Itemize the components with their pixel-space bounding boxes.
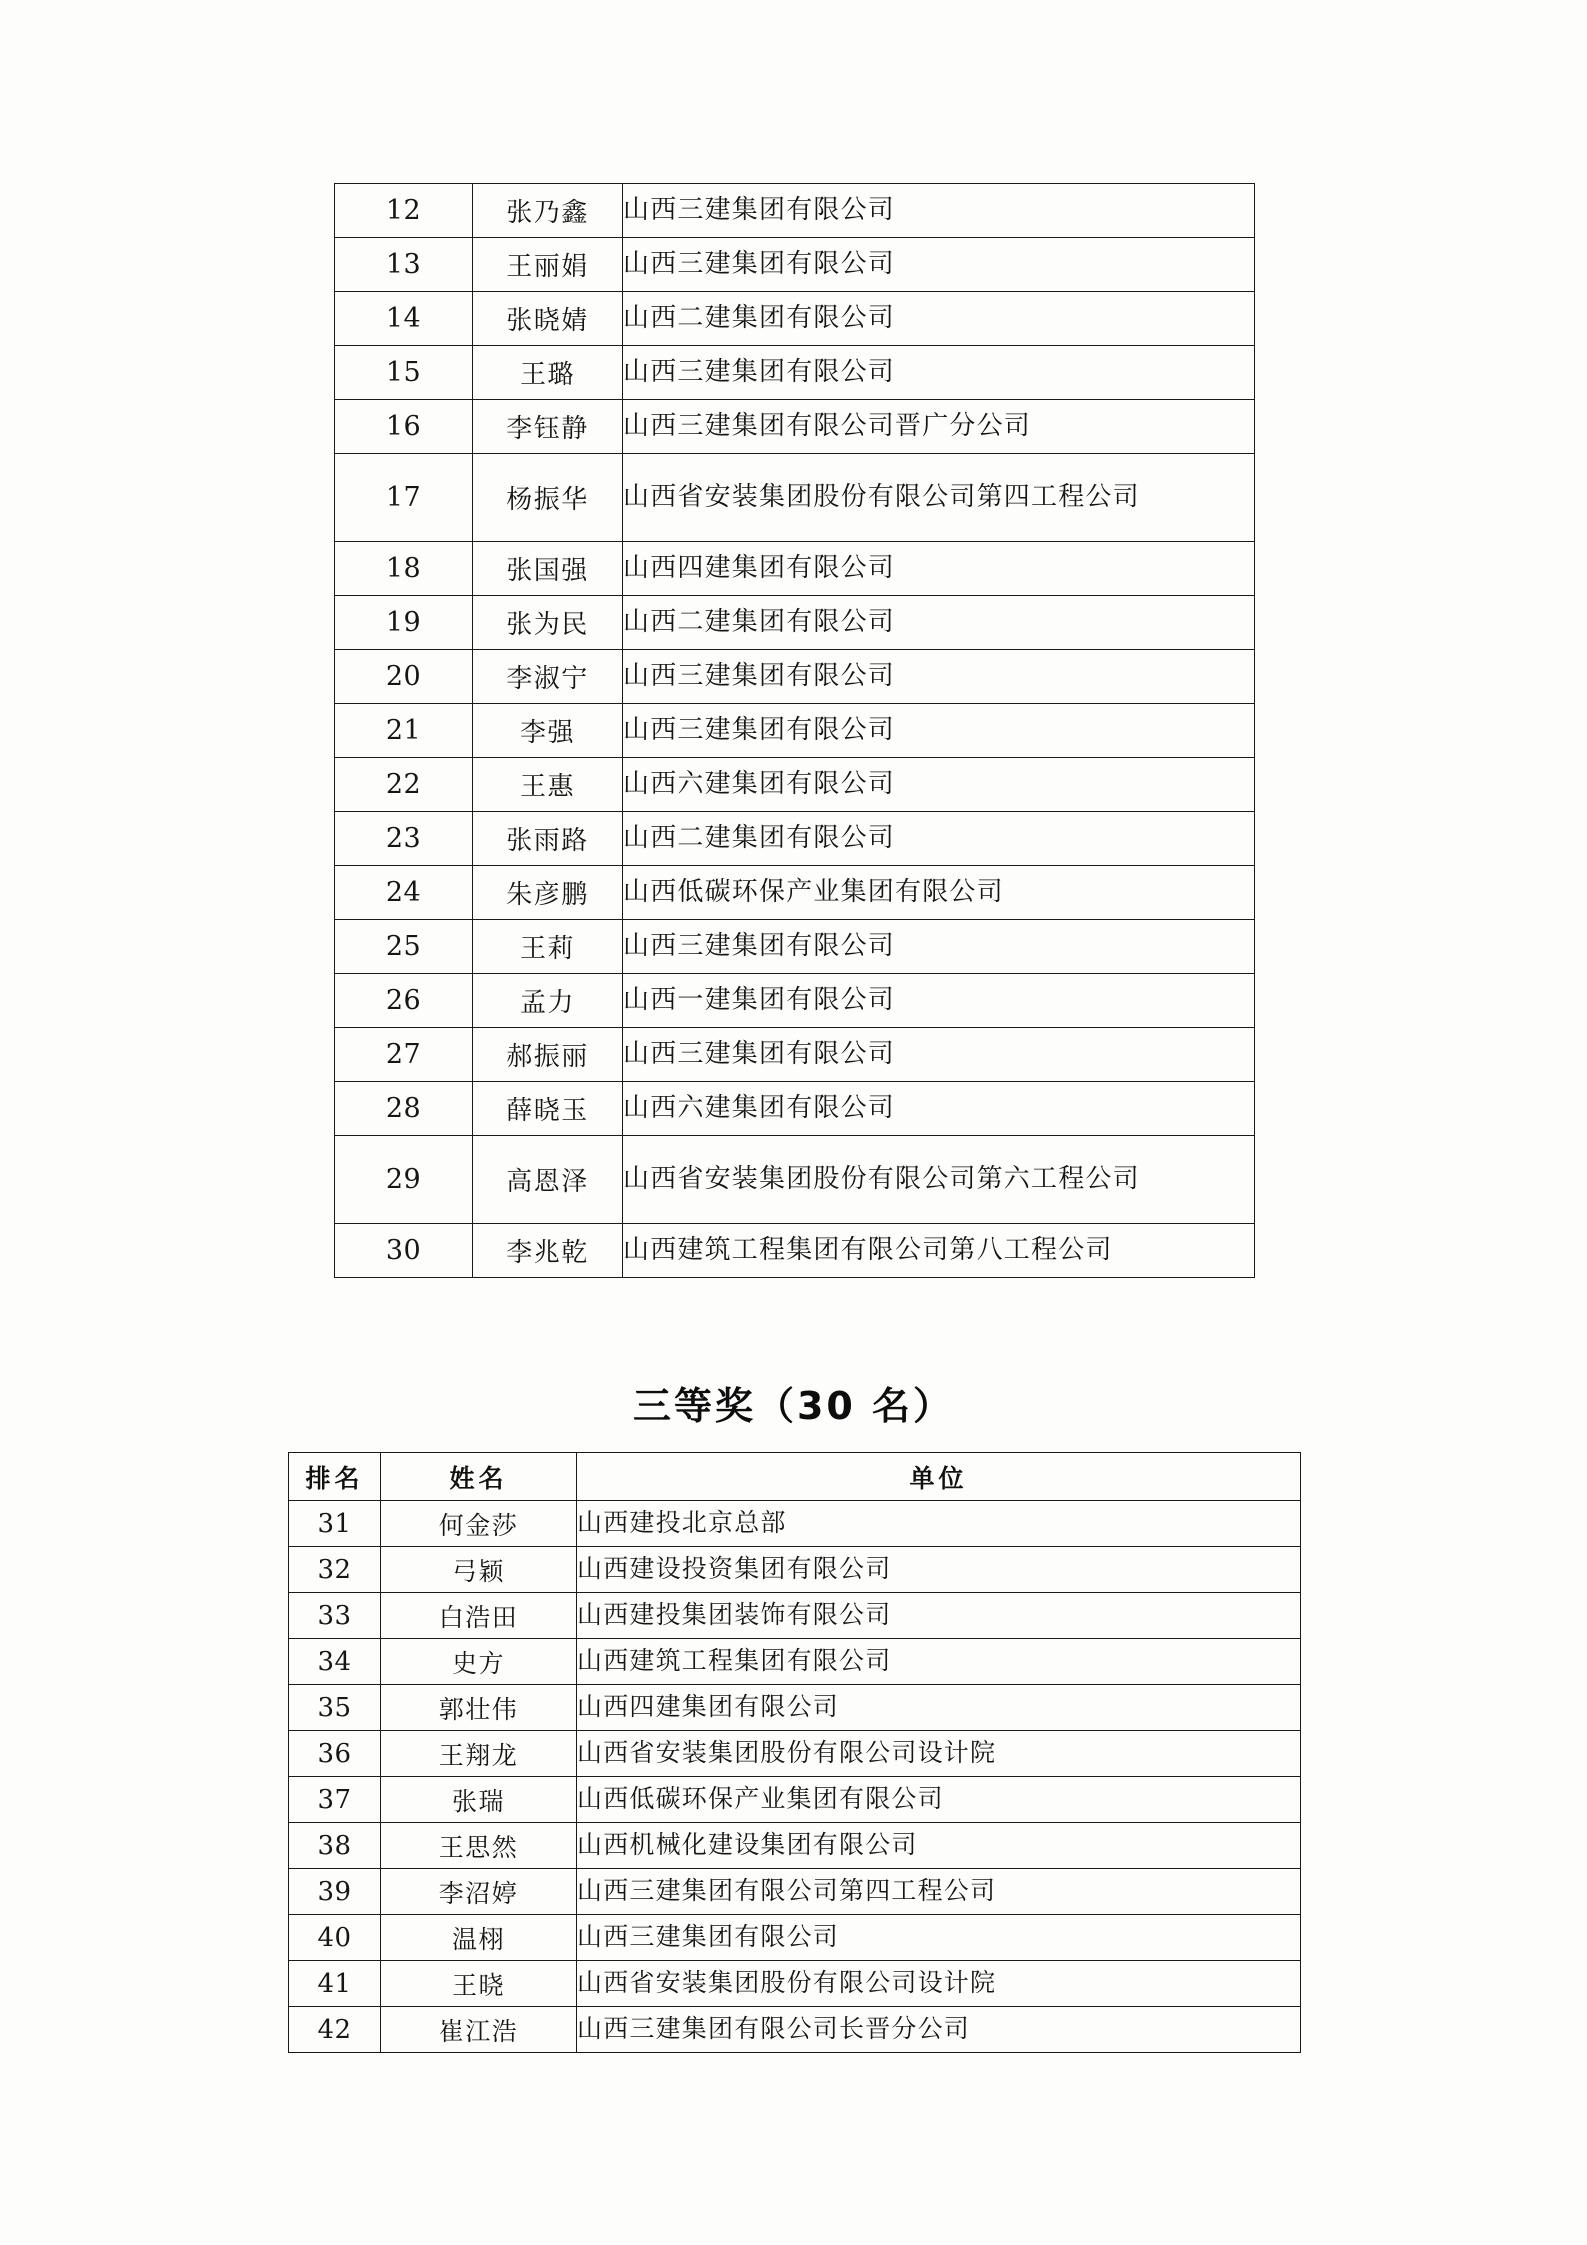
cell-rank: 34 [289,1639,381,1685]
cell-rank: 20 [335,650,473,704]
table-row [335,704,1255,758]
table-row [335,542,1255,596]
cell-unit: 山西三建集团有限公司晋广分公司 [623,400,1255,454]
table-row [289,1823,1301,1869]
cell-rank: 36 [289,1731,381,1777]
cell-unit: 山西三建集团有限公司 [623,1028,1255,1082]
second-prize-table-container [334,183,1254,1278]
cell-rank: 30 [335,1224,473,1278]
cell-unit: 山西建筑工程集团有限公司第八工程公司 [623,1224,1255,1278]
cell-unit: 山西低碳环保产业集团有限公司 [623,866,1255,920]
table-row [289,1593,1301,1639]
cell-name: 王思然 [381,1823,577,1869]
cell-rank: 41 [289,1961,381,2007]
table-row [335,1028,1255,1082]
cell-rank: 14 [335,292,473,346]
cell-unit: 山西四建集团有限公司 [577,1685,1301,1731]
cell-unit: 山西建投集团装饰有限公司 [577,1593,1301,1639]
cell-unit: 山西三建集团有限公司 [623,704,1255,758]
cell-name: 王惠 [473,758,623,812]
table-row [335,920,1255,974]
third-prize-table [288,1452,1301,2053]
table-row [289,1961,1301,2007]
table-header-row [289,1453,1301,1501]
table-row [289,2007,1301,2053]
cell-unit: 山西一建集团有限公司 [623,974,1255,1028]
cell-rank: 18 [335,542,473,596]
cell-rank: 12 [335,184,473,238]
table-row [335,596,1255,650]
table-row [335,812,1255,866]
cell-unit: 山西二建集团有限公司 [623,292,1255,346]
third-prize-section-heading: 三等奖（30 名） [632,1384,955,1428]
cell-name: 朱彦鹏 [473,866,623,920]
cell-name: 李淑宁 [473,650,623,704]
cell-name: 张雨路 [473,812,623,866]
cell-unit: 山西三建集团有限公司 [623,650,1255,704]
column-header-name: 姓名 [381,1453,577,1501]
cell-name: 薛晓玉 [473,1082,623,1136]
cell-rank: 38 [289,1823,381,1869]
cell-unit: 山西机械化建设集团有限公司 [577,1823,1301,1869]
cell-name: 高恩泽 [473,1136,623,1224]
column-header-rank: 排名 [289,1453,381,1501]
cell-name: 王晓 [381,1961,577,2007]
table-row [335,454,1255,542]
third-prize-table-head [289,1453,1301,1501]
cell-name: 李沼婷 [381,1869,577,1915]
cell-rank: 28 [335,1082,473,1136]
table-row [335,184,1255,238]
cell-rank: 29 [335,1136,473,1224]
cell-name: 张国强 [473,542,623,596]
table-row [335,650,1255,704]
table-row [289,1639,1301,1685]
cell-unit: 山西三建集团有限公司 [623,346,1255,400]
table-row [335,1136,1255,1224]
cell-unit: 山西省安装集团股份有限公司设计院 [577,1961,1301,2007]
table-row [335,292,1255,346]
third-prize-table-body [289,1501,1301,2053]
cell-rank: 25 [335,920,473,974]
cell-name: 弓颖 [381,1547,577,1593]
cell-rank: 42 [289,2007,381,2053]
cell-unit: 山西省安装集团股份有限公司第四工程公司 [623,454,1255,542]
table-row [289,1777,1301,1823]
cell-rank: 16 [335,400,473,454]
cell-rank: 13 [335,238,473,292]
cell-rank: 40 [289,1915,381,1961]
cell-unit: 山西六建集团有限公司 [623,758,1255,812]
cell-rank: 27 [335,1028,473,1082]
cell-unit: 山西二建集团有限公司 [623,596,1255,650]
cell-rank: 15 [335,346,473,400]
cell-name: 王莉 [473,920,623,974]
cell-rank: 33 [289,1593,381,1639]
cell-name: 张乃鑫 [473,184,623,238]
cell-name: 张晓婧 [473,292,623,346]
cell-unit: 山西三建集团有限公司长晋分公司 [577,2007,1301,2053]
cell-rank: 19 [335,596,473,650]
third-prize-table-container [288,1452,1300,2053]
table-row [289,1731,1301,1777]
cell-rank: 17 [335,454,473,542]
cell-rank: 39 [289,1869,381,1915]
cell-unit: 山西低碳环保产业集团有限公司 [577,1777,1301,1823]
cell-name: 张为民 [473,596,623,650]
cell-name: 杨振华 [473,454,623,542]
cell-unit: 山西六建集团有限公司 [623,1082,1255,1136]
cell-name: 王翔龙 [381,1731,577,1777]
cell-rank: 22 [335,758,473,812]
cell-unit: 山西三建集团有限公司第四工程公司 [577,1869,1301,1915]
cell-name: 何金莎 [381,1501,577,1547]
table-row [335,1224,1255,1278]
cell-name: 李钰静 [473,400,623,454]
cell-name: 王丽娟 [473,238,623,292]
cell-name: 白浩田 [381,1593,577,1639]
table-row [335,866,1255,920]
cell-rank: 24 [335,866,473,920]
cell-name: 李兆乾 [473,1224,623,1278]
cell-unit: 山西三建集团有限公司 [623,920,1255,974]
cell-unit: 山西三建集团有限公司 [623,238,1255,292]
cell-unit: 山西三建集团有限公司 [623,184,1255,238]
table-row [289,1501,1301,1547]
cell-rank: 26 [335,974,473,1028]
second-prize-table-body [335,184,1255,1278]
cell-rank: 37 [289,1777,381,1823]
cell-unit: 山西建投北京总部 [577,1501,1301,1547]
cell-name: 温栩 [381,1915,577,1961]
table-row [289,1915,1301,1961]
cell-rank: 21 [335,704,473,758]
cell-unit: 山西省安装集团股份有限公司设计院 [577,1731,1301,1777]
cell-name: 王璐 [473,346,623,400]
cell-rank: 23 [335,812,473,866]
table-row [335,346,1255,400]
second-prize-table [334,183,1255,1278]
cell-rank: 31 [289,1501,381,1547]
column-header-unit: 单位 [577,1453,1301,1501]
cell-name: 张瑞 [381,1777,577,1823]
cell-name: 孟力 [473,974,623,1028]
cell-unit: 山西建设投资集团有限公司 [577,1547,1301,1593]
cell-rank: 32 [289,1547,381,1593]
cell-name: 郝振丽 [473,1028,623,1082]
cell-name: 李强 [473,704,623,758]
cell-name: 崔江浩 [381,2007,577,2053]
table-row [335,400,1255,454]
table-row [289,1547,1301,1593]
cell-unit: 山西二建集团有限公司 [623,812,1255,866]
cell-rank: 35 [289,1685,381,1731]
table-row [335,974,1255,1028]
cell-name: 郭壮伟 [381,1685,577,1731]
table-row [335,758,1255,812]
cell-unit: 山西省安装集团股份有限公司第六工程公司 [623,1136,1255,1224]
table-row [289,1685,1301,1731]
cell-name: 史方 [381,1639,577,1685]
table-row [335,238,1255,292]
table-row [335,1082,1255,1136]
cell-unit: 山西四建集团有限公司 [623,542,1255,596]
table-row [289,1869,1301,1915]
cell-unit: 山西三建集团有限公司 [577,1915,1301,1961]
cell-unit: 山西建筑工程集团有限公司 [577,1639,1301,1685]
